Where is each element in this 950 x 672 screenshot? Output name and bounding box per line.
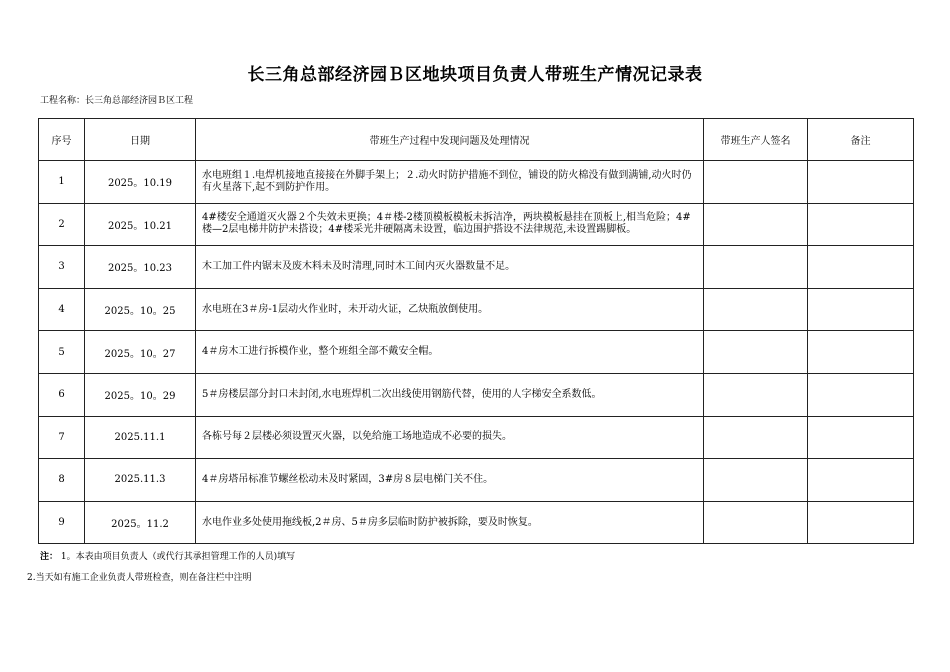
cell-signature xyxy=(704,416,808,459)
cell-no: 2 xyxy=(39,203,85,246)
cell-no: 5 xyxy=(39,331,85,374)
note-label: 注： xyxy=(40,552,59,562)
table-row xyxy=(39,203,914,246)
cell-signature xyxy=(704,161,808,204)
cell-signature xyxy=(704,501,808,544)
cell-no: 3 xyxy=(39,246,85,289)
cell-no: 4 xyxy=(39,288,85,331)
cell-remark xyxy=(808,373,914,416)
table-row xyxy=(39,161,914,204)
note-text-1: 1。本表由项目负责人（或代行其承担管理工作的人员)填写 xyxy=(60,552,296,562)
cell-description: 4＃房塔吊标准节螺丝松动未及时紧固，3#房８层电梯门关不住。 xyxy=(196,459,704,502)
header-no: 序号 xyxy=(39,119,85,161)
cell-description: 木工加工件内锯末及废木料未及时清理,同时木工间内灭火器数量不足。 xyxy=(196,246,704,289)
cell-remark xyxy=(808,203,914,246)
cell-remark xyxy=(808,416,914,459)
cell-description: 各栋号每２层楼必须设置灭火器，以免给施工场地造成不必要的损失。 xyxy=(196,416,704,459)
cell-no: 6 xyxy=(39,373,85,416)
table-row xyxy=(39,331,914,374)
table-header-row xyxy=(39,119,914,161)
table-row xyxy=(39,501,914,544)
note-line-1 xyxy=(40,549,295,562)
cell-date: 2025.11.3 xyxy=(85,459,196,502)
cell-remark xyxy=(808,246,914,289)
table-row xyxy=(39,246,914,289)
cell-remark xyxy=(808,161,914,204)
header-description: 带班生产过程中发现问题及处理情况 xyxy=(196,119,704,161)
cell-description: 4＃房木工进行拆模作业，整个班组全部不戴安全帽。 xyxy=(196,331,704,374)
cell-date: 2025。10。27 xyxy=(85,331,196,374)
cell-description: 水电班组１.电焊机接地直接接在外脚手架上；２.动火时防护措施不到位，铺设的防火棉没有做到满铺,动火时仍有火星落下,起不到防护作用。 xyxy=(196,161,704,204)
cell-date: 2025。10.23 xyxy=(85,246,196,289)
cell-description: 水电班在3＃房-1层动火作业时，未开动火证，乙炔瓶放倒使用。 xyxy=(196,288,704,331)
cell-description: 4#楼安全通道灭火器２个失效未更换；4＃楼-2楼顶模板模板未拆洁净，两块模板悬挂在顶板上,相当危险；4#楼—2层电梯井防护未搭设；4#楼采光井硬隔离未设置，临边围护搭设不法律规范,未设置踢脚板。 xyxy=(196,203,704,246)
cell-remark xyxy=(808,288,914,331)
cell-date: 2025。10。29 xyxy=(85,373,196,416)
cell-description: 5＃房楼层部分封口未封闭,水电班焊机二次出线使用钢筋代替，使用的人字梯安全系数低。 xyxy=(196,373,704,416)
record-table xyxy=(38,118,914,544)
cell-signature xyxy=(704,373,808,416)
project-name: 工程名称：长三角总部经济园Ｂ区工程 xyxy=(40,96,194,106)
cell-no: 8 xyxy=(39,459,85,502)
cell-date: 2025.11.1 xyxy=(85,416,196,459)
table-row xyxy=(39,459,914,502)
document-title: 长三角总部经济园Ｂ区地块项目负责人带班生产情况记录表 xyxy=(247,65,703,85)
cell-date: 2025。10.19 xyxy=(85,161,196,204)
cell-no: 1 xyxy=(39,161,85,204)
cell-remark xyxy=(808,331,914,374)
cell-date: 2025。10。25 xyxy=(85,288,196,331)
table-row xyxy=(39,416,914,459)
cell-signature xyxy=(704,459,808,502)
header-remark: 备注 xyxy=(808,119,914,161)
header-signature: 带班生产人签名 xyxy=(704,119,808,161)
cell-description: 水电作业多处使用拖线板,2＃房、5＃房多层临时防护被拆除，要及时恢复。 xyxy=(196,501,704,544)
cell-remark xyxy=(808,459,914,502)
header-date: 日期 xyxy=(85,119,196,161)
cell-no: 9 xyxy=(39,501,85,544)
cell-date: 2025。11.2 xyxy=(85,501,196,544)
table-row xyxy=(39,288,914,331)
cell-signature xyxy=(704,288,808,331)
cell-signature xyxy=(704,246,808,289)
table-row xyxy=(39,373,914,416)
cell-signature xyxy=(704,331,808,374)
cell-no: 7 xyxy=(39,416,85,459)
cell-remark xyxy=(808,501,914,544)
cell-signature xyxy=(704,203,808,246)
cell-date: 2025。10.21 xyxy=(85,203,196,246)
note-line-2: 2.当天如有施工企业负责人带班检查，则在备注栏中注明 xyxy=(27,573,252,583)
